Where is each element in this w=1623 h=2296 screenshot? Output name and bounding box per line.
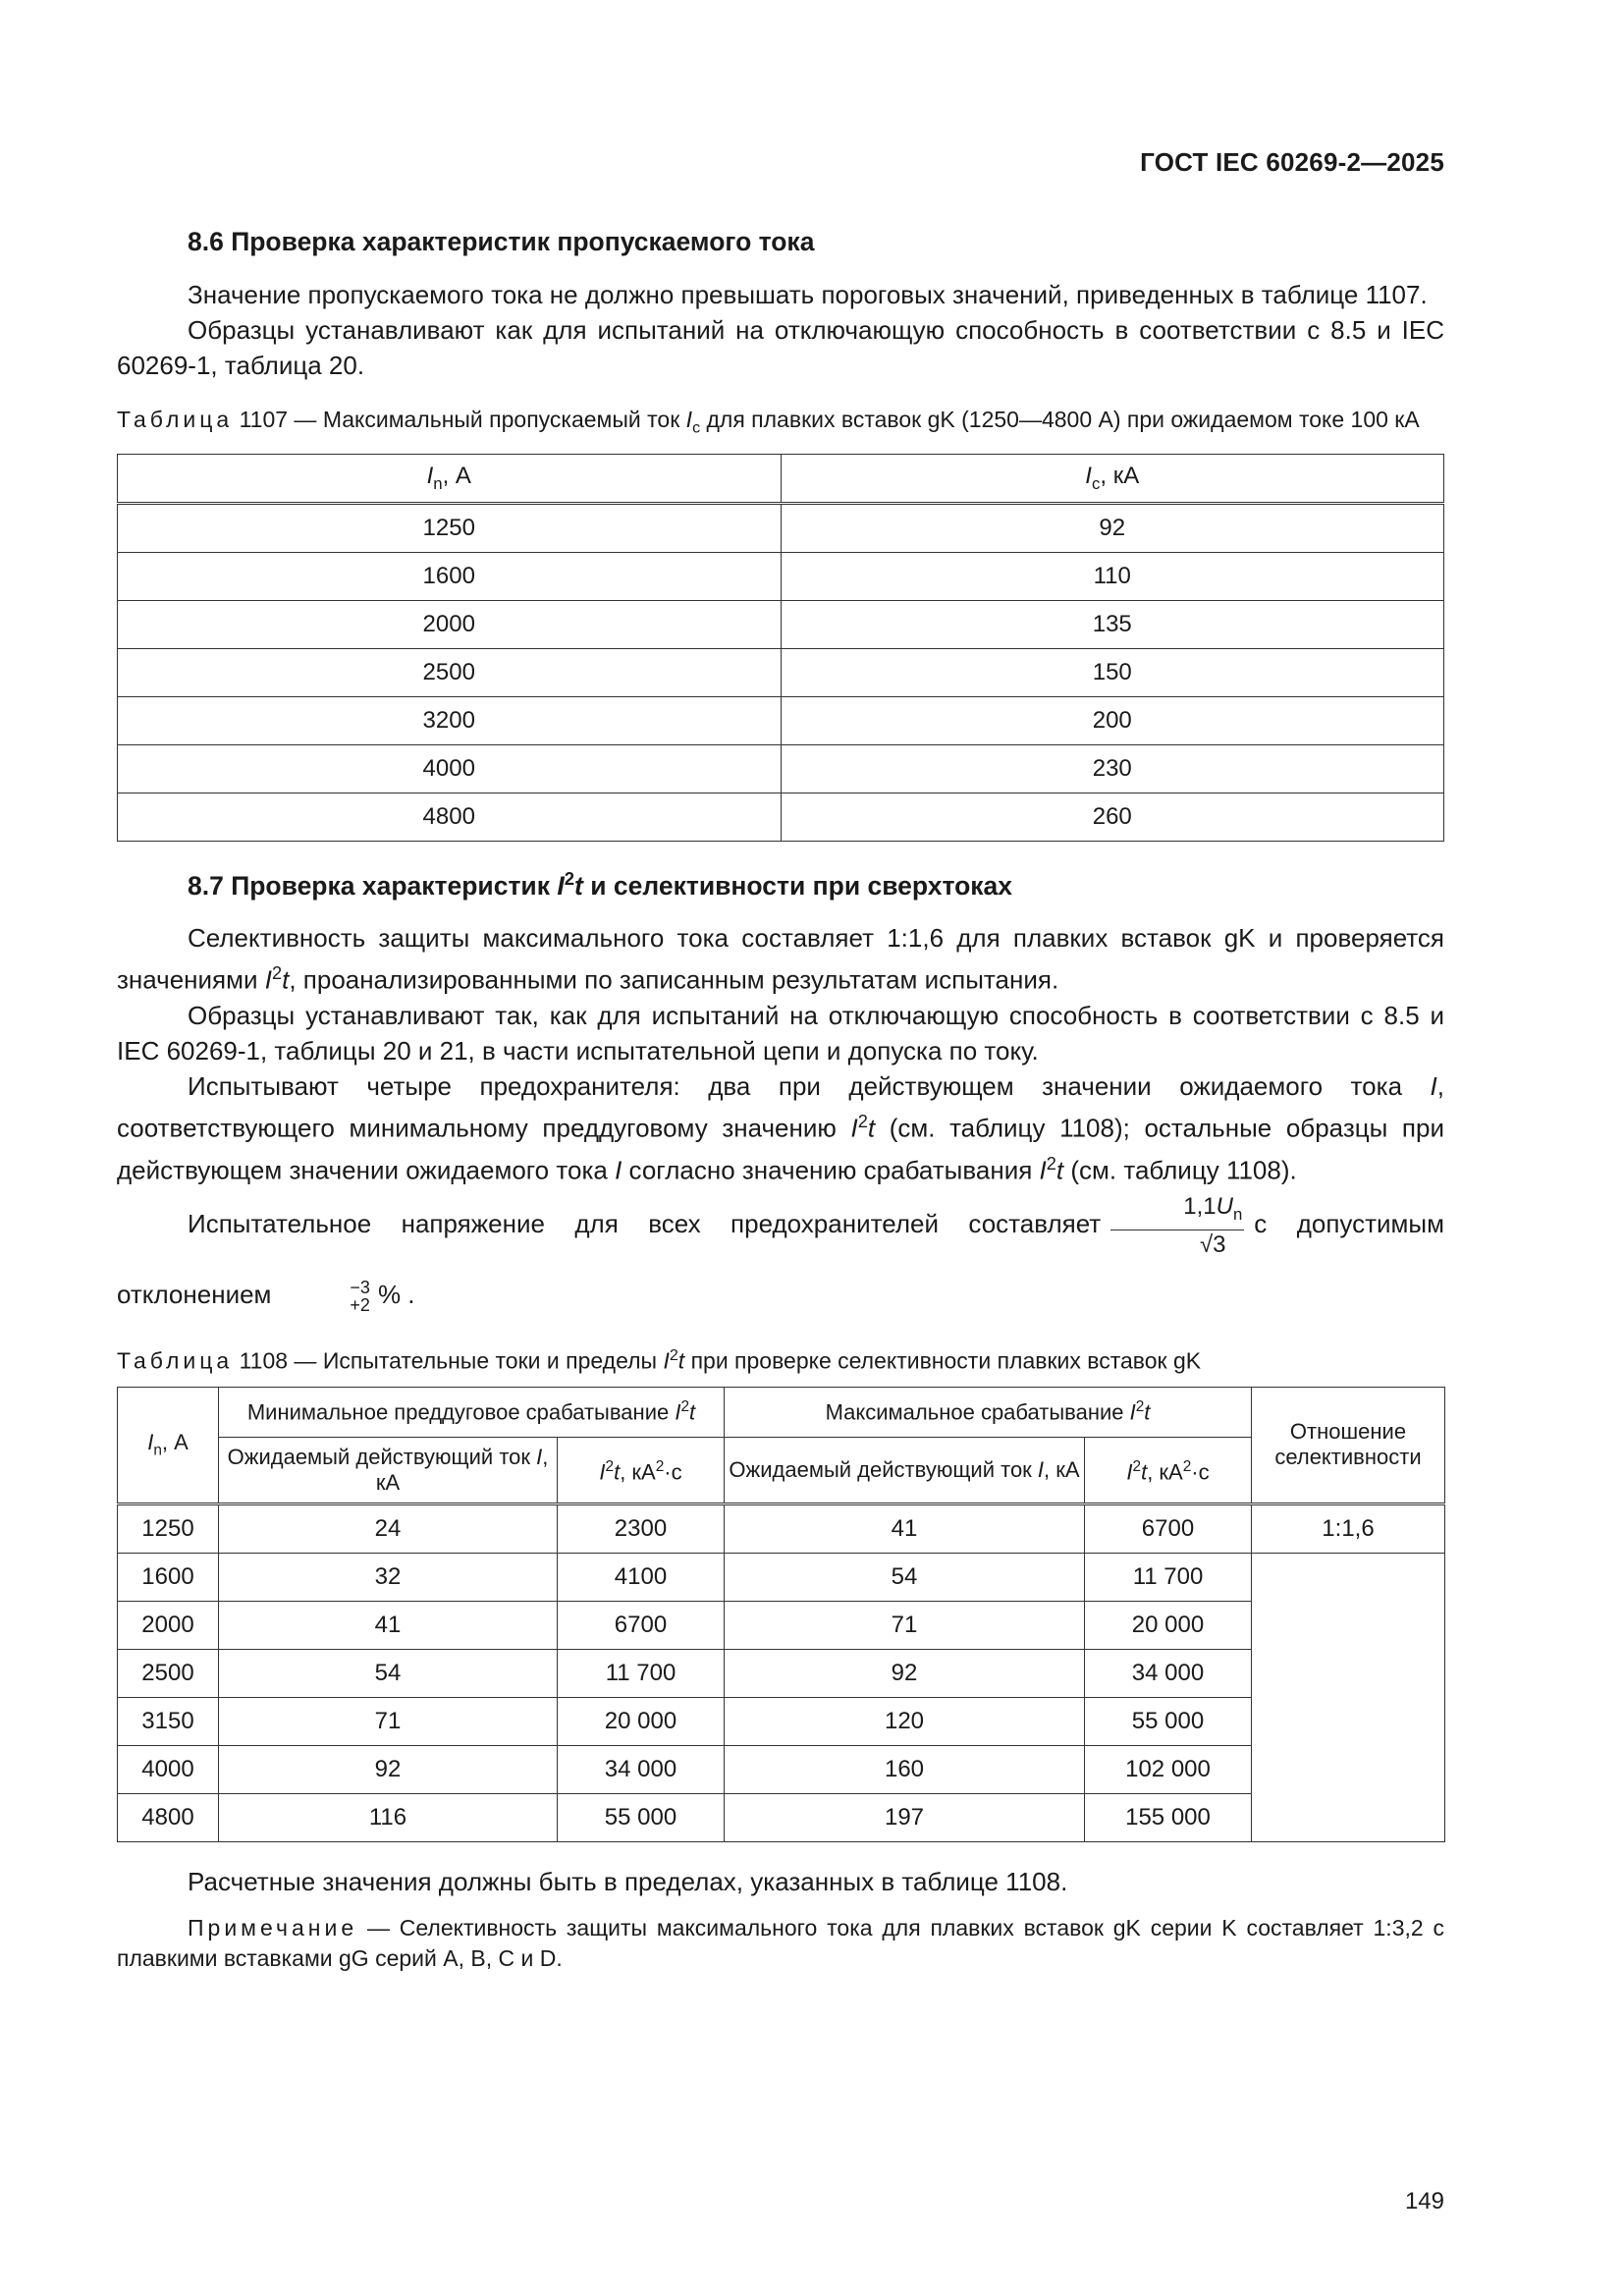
- table-row: 2000 41 6700 71 20 000: [118, 1601, 1445, 1649]
- selectivity-ratio-value: 1:1,6: [1252, 1503, 1445, 1553]
- page-content: [117, 224, 1444, 1974]
- group-header-max-operating: Максимальное срабатывание $I^2t$: [725, 1387, 1252, 1437]
- section-8-7-paragraph-2: Образцы устанавливают так, как для испытаний на отключающую способность в соответствии с 8.5 и IEC 60269-1, таблицы 20 и 21, в части испытательной цепи и допуска по току.: [117, 1001, 1444, 1066]
- table-1107: [117, 454, 1444, 842]
- voltage-fraction: $\frac{1,1U_n}{√3}$: [1110, 1192, 1244, 1260]
- table-row: 3200 200: [118, 696, 1444, 744]
- table-row: 4000 92 34 000 160 102 000: [118, 1745, 1445, 1793]
- column-header-i2t-1: $I^2t$, $кА^2\cdot с$: [558, 1437, 725, 1503]
- page-number: 149: [1404, 2188, 1444, 2214]
- table-1108: [117, 1387, 1445, 1842]
- table-row: 4800 260: [118, 793, 1444, 841]
- selectivity-ratio-empty: [1252, 1553, 1445, 1841]
- tolerance-limits: −3 +2: [350, 1278, 370, 1316]
- caption-label: Таблица: [117, 407, 234, 432]
- note: Примечание — Селективность защиты максимального тока для плавких вставок gK серии K составляет 1:3,2 с плавкими вставками gG серий A, B, C и D.: [117, 1914, 1444, 1971]
- table-row: 1250 92: [118, 503, 1444, 552]
- column-header-prospective-current-1: Ожидаемый действующий ток I, кА: [219, 1437, 558, 1503]
- table-row: 4800 116 55 000 197 155 000: [118, 1793, 1445, 1841]
- column-header-rated-current: $I_n$, А: [118, 454, 782, 503]
- table-row: 2000 135: [118, 600, 1444, 648]
- table-row: 1250 24 2300 41 6700 1:1,6: [118, 1503, 1445, 1553]
- table-row: 3150 71 20 000 120 55 000: [118, 1697, 1445, 1745]
- section-8-7-paragraph-3: Испытывают четыре предохранителя: два при действующем значении ожидаемого тока I, соответствующего минимальному преддуговому значению $I^2t$ (см. таблицу 1108); остальные образцы при действующем значении ожидаемого тока I согласно значению срабатывания $I^2t$ (см. таблицу 1108).: [117, 1071, 1444, 1185]
- column-header-selectivity-ratio: Отношение селективности: [1252, 1387, 1445, 1503]
- section-8-7-title: 8.7 Проверка характеристик $I^2t$ и селективности при сверхтоках: [188, 867, 1013, 901]
- table-1107-caption: Таблица 1107 — Максимальный пропускаемый ток $I_c$ для плавких вставок gK (1250—4800 А) при ожидаемом токе 100 кА: [117, 407, 1420, 437]
- document-header: ГОСТ IEC 60269-2—2025: [1140, 147, 1444, 177]
- table-row: 2500 150: [118, 648, 1444, 696]
- section-8-7-paragraph-4: Испытательное напряжение для всех предохранителей составляет $\frac{1,1U_n}{√3}$ с допустимым отклонением −3 +2 % .: [117, 1193, 1444, 1316]
- section-8-6-paragraph-1: Значение пропускаемого тока не должно превышать пороговых значений, приведенных в таблице 1107.: [188, 280, 1428, 309]
- table-row: 1600 110: [118, 552, 1444, 600]
- table-row: 2500 54 11 700 92 34 000: [118, 1649, 1445, 1697]
- column-header-rated-current: $I_n$, А: [118, 1387, 219, 1503]
- section-8-6-paragraph-2: Образцы устанавливают как для испытаний на отключающую способность в соответствии с 8.5 и IEC 60269-1, таблица 20.: [117, 315, 1444, 380]
- group-header-min-prearcing: Минимальное преддуговое срабатывание $I^2t$: [219, 1387, 725, 1437]
- column-header-i2t-2: $I^2t$, $кА^2\cdot с$: [1085, 1437, 1252, 1503]
- table-row: 1600 32 4100 54 11 700: [118, 1553, 1445, 1601]
- table-1108-caption: Таблица 1108 — Испытательные токи и пределы $I^2t$ при проверке селективности плавких вставок gK: [117, 1345, 1202, 1374]
- after-table-paragraph: Расчетные значения должны быть в пределах, указанных в таблице 1108.: [188, 1866, 1068, 1896]
- section-8-7-paragraph-1: Селективность защиты максимального тока составляет 1:1,6 для плавких вставок gK и проверяется значениями $I^2t$, проанализированными по записанным результатам испытания.: [117, 923, 1444, 996]
- column-header-prospective-current-2: Ожидаемый действующий ток I, кА: [725, 1437, 1085, 1503]
- column-header-cutoff-current: $I_c$, кА: [781, 454, 1444, 503]
- table-row: 4000 230: [118, 744, 1444, 793]
- section-8-6-title: 8.6 Проверка характеристик пропускаемого тока: [188, 227, 815, 256]
